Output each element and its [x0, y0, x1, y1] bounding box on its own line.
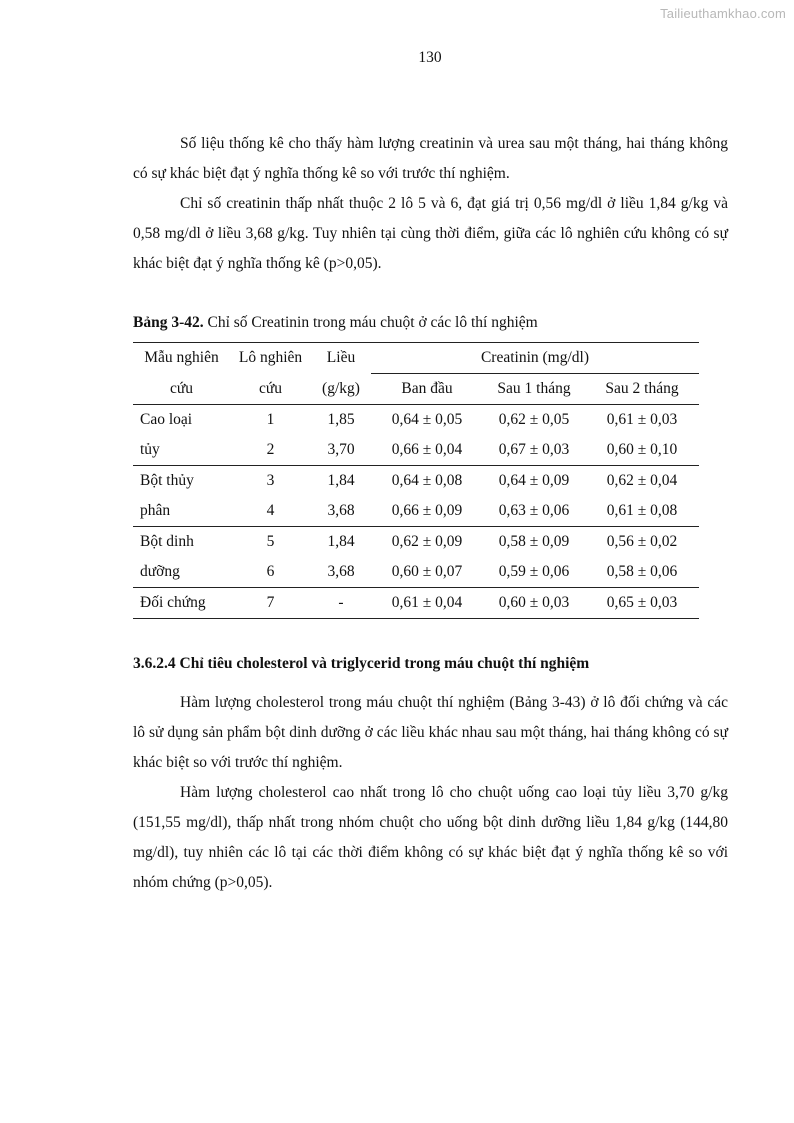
cell-group: 5 — [266, 533, 275, 550]
cell-group: 7 — [230, 588, 311, 619]
header-dose-line2: (g/kg) — [311, 374, 371, 405]
header-creatinin: Creatinin (mg/dl) — [371, 343, 699, 374]
table-row — [133, 588, 699, 619]
cell-month2: 0,61 ± 0,03 — [606, 411, 678, 428]
cell-baseline: 0,64 ± 0,08 — [391, 472, 463, 489]
cell-month2: 0,61 ± 0,08 — [585, 496, 699, 527]
cell-baseline: 0,61 ± 0,04 — [371, 588, 483, 619]
table-row — [133, 405, 699, 436]
cell-dose: 1,84 — [327, 472, 355, 489]
cell-month1: 0,63 ± 0,06 — [483, 496, 585, 527]
cell-baseline: 0,60 ± 0,07 — [371, 557, 483, 588]
table-row — [133, 466, 699, 497]
cell-month1: 0,67 ± 0,03 — [483, 435, 585, 466]
cell-sample: Đối chứng — [133, 588, 230, 619]
table-row — [133, 496, 699, 527]
cell-group: 2 — [230, 435, 311, 466]
cell-sample: tủy — [133, 435, 230, 466]
page-number: 130 — [418, 49, 442, 66]
header-group: Lô nghiên — [230, 343, 311, 374]
table-caption-label: Bảng 3-42. — [133, 314, 204, 331]
cell-group: 4 — [230, 496, 311, 527]
cell-sample: phân — [133, 496, 230, 527]
paragraph-creatinin-lowest: Chỉ số creatinin thấp nhất thuộc 2 lô 5 và 6, đạt giá trị 0,56 mg/dl ở liều 1,84 g/kg và 0,58 mg/dl ở liều 3,68 g/kg. Tuy nhiên tại cùng thời điểm, giữa các lô nghiên cứu không có sự khác biệt đạt ý nghĩa thống kê (p>0,05). — [133, 195, 728, 272]
table-subheader-row — [133, 374, 699, 405]
cell-month2: 0,58 ± 0,06 — [585, 557, 699, 588]
cell-group: 3 — [266, 472, 275, 489]
header-baseline: Ban đầu — [371, 374, 483, 405]
cell-sample: Cao loại — [140, 411, 193, 428]
cell-sample: dưỡng — [133, 557, 230, 588]
header-month1: Sau 1 tháng — [483, 374, 585, 405]
cell-baseline: 0,62 ± 0,09 — [391, 533, 463, 550]
table-row — [133, 435, 699, 466]
paragraph-cholesterol-highest: Hàm lượng cholesterol cao nhất trong lô cho chuột uống cao loại tủy liều 3,70 g/kg (151,55 mg/dl), thấp nhất trong nhóm chuột cho uống bột dinh dưỡng liều 1,84 g/kg (144,80 mg/dl), tuy nhiên các lô tại các thời điểm không có sự khác biệt đạt ý nghĩa thống kê so với nhóm chứng (p>0,05). — [133, 784, 728, 891]
header-group-line2: cứu — [230, 374, 311, 405]
table-header-row — [133, 343, 699, 374]
paragraph-cholesterol-control: Hàm lượng cholesterol trong máu chuột thí nghiệm (Bảng 3-43) ở lô đối chứng và các lô sử dụng sản phẩm bột dinh dưỡng ở các liều khác nhau sau một tháng, hai tháng không có sự khác biệt so với trước thí nghiệm. — [133, 694, 728, 771]
cell-month1: 0,58 ± 0,09 — [498, 533, 570, 550]
cell-baseline: 0,66 ± 0,04 — [371, 435, 483, 466]
header-dose: Liều — [311, 343, 371, 374]
cell-month2: 0,60 ± 0,10 — [585, 435, 699, 466]
paragraph-statistics: Số liệu thống kê cho thấy hàm lượng creatinin và urea sau một tháng, hai tháng không có sự khác biệt đạt ý nghĩa thống kê so với trước thí nghiệm. — [133, 135, 728, 182]
cell-month1: 0,62 ± 0,05 — [498, 411, 570, 428]
cell-dose: - — [311, 588, 371, 619]
cell-group: 6 — [230, 557, 311, 588]
cell-dose: 3,68 — [311, 496, 371, 527]
header-month2: Sau 2 tháng — [585, 374, 699, 405]
header-sample: Mẫu nghiên — [133, 343, 230, 374]
cell-dose: 1,85 — [327, 411, 355, 428]
creatinin-table — [133, 342, 699, 619]
cell-dose: 1,84 — [327, 533, 355, 550]
watermark: Tailieuthamkhao.com — [660, 6, 786, 21]
cell-sample: Bột dinh — [140, 533, 194, 550]
header-sample-line2: cứu — [133, 374, 230, 405]
cell-baseline: 0,64 ± 0,05 — [391, 411, 463, 428]
cell-month1: 0,64 ± 0,09 — [498, 472, 570, 489]
cell-dose: 3,68 — [311, 557, 371, 588]
cell-month1: 0,59 ± 0,06 — [483, 557, 585, 588]
cell-month2: 0,56 ± 0,02 — [606, 533, 678, 550]
table-row — [133, 557, 699, 588]
section-heading: 3.6.2.4 Chỉ tiêu cholesterol và triglycerid trong máu chuột thí nghiệm — [133, 655, 590, 672]
cell-month1: 0,60 ± 0,03 — [483, 588, 585, 619]
table-caption — [133, 311, 538, 335]
cell-group: 1 — [266, 411, 275, 428]
table-caption-text: Chỉ số Creatinin trong máu chuột ở các lô thí nghiệm — [203, 314, 538, 331]
table-row — [133, 527, 699, 558]
cell-sample: Bột thủy — [140, 472, 194, 489]
cell-dose: 3,70 — [311, 435, 371, 466]
cell-month2: 0,62 ± 0,04 — [606, 472, 678, 489]
cell-month2: 0,65 ± 0,03 — [585, 588, 699, 619]
cell-baseline: 0,66 ± 0,09 — [371, 496, 483, 527]
